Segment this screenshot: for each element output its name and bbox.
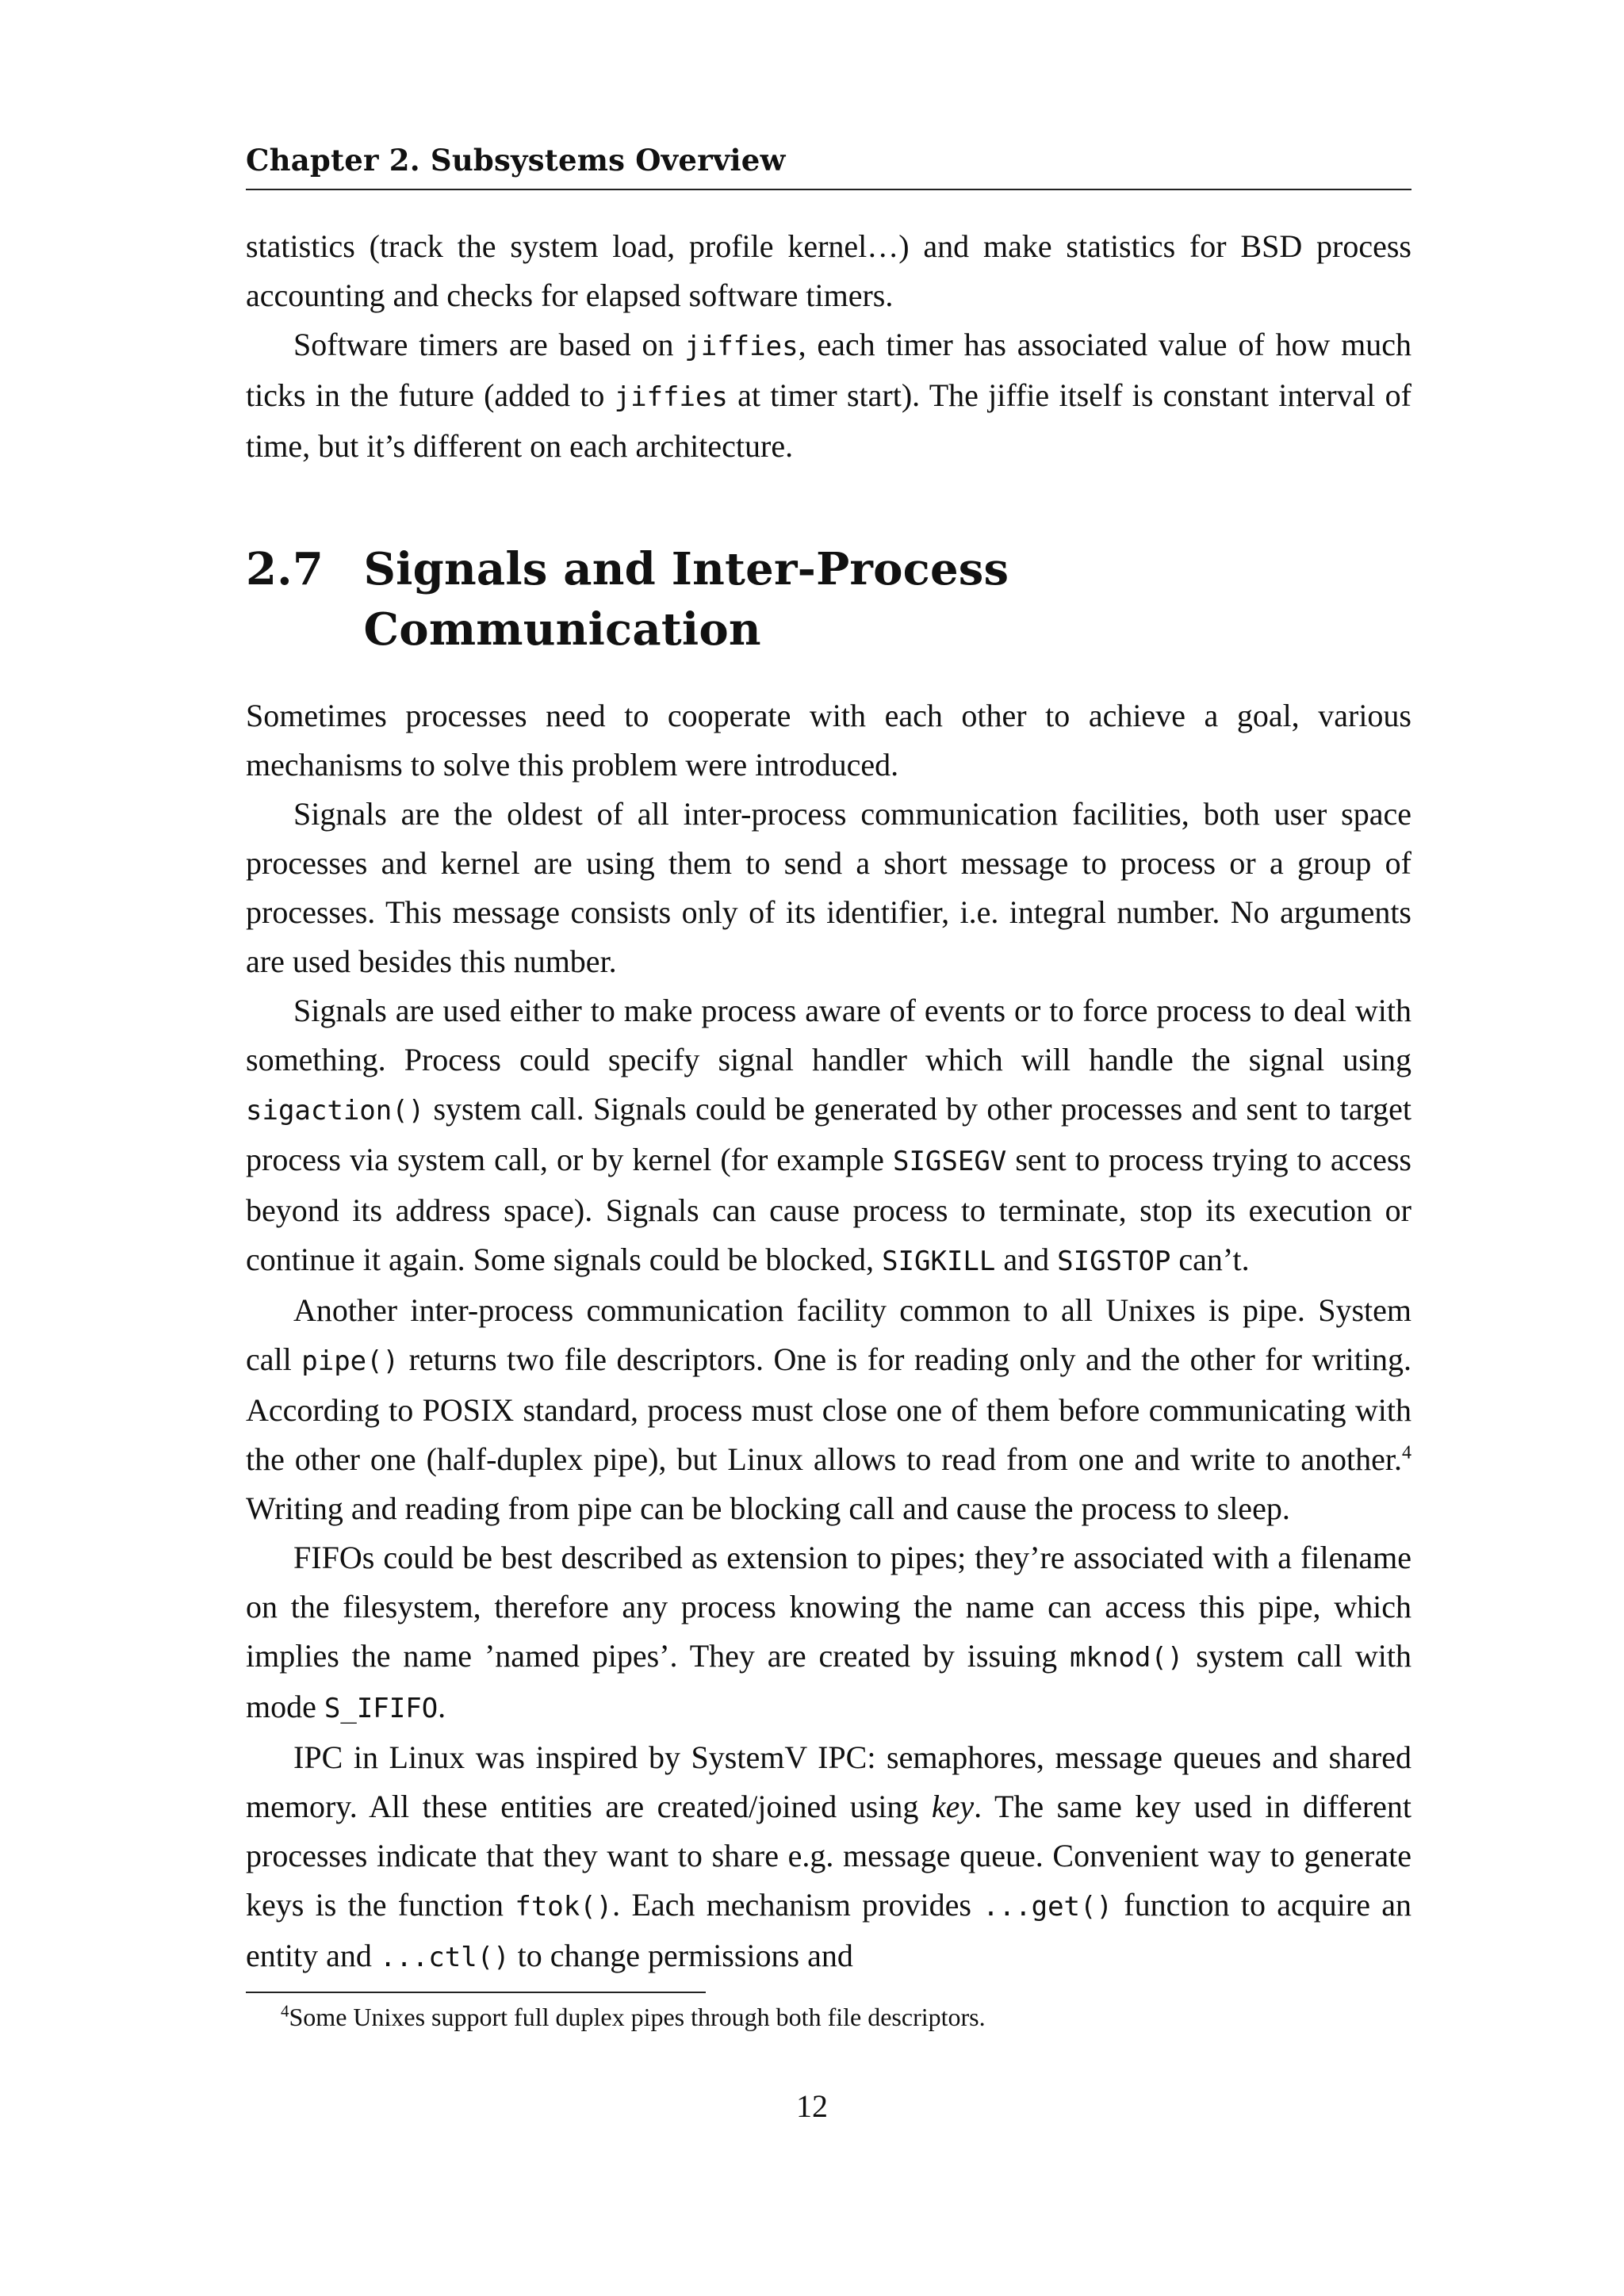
code-pipe: pipe() — [301, 1345, 400, 1377]
code-sigkill: SIGKILL — [882, 1246, 996, 1277]
section-title: Signals and Inter-Process Communication — [363, 543, 1009, 656]
paragraph-2: Signals are the oldest of all inter-process communication facilities, both user space processes and kernel are using them to send a short message to process or a group of processes. This message consists only of its identifier, i.e. integral number. No arguments are used besides this number. — [246, 796, 1411, 979]
code-sigstop: SIGSTOP — [1057, 1246, 1171, 1277]
footnote-rule — [246, 1992, 706, 1993]
paragraph-1: Sometimes processes need to cooperate with each other to achieve a goal, various mechanisms to solve this problem were introduced. — [246, 698, 1411, 783]
intro-paragraph-1: statistics (track the system load, profile kernel…) and make statistics for BSD process accounting and checks for elapsed software timers. — [246, 228, 1411, 313]
paragraph-4: Another inter-process communication facility common to all Unixes is pipe. System call pipe() returns two file descriptors. One is for reading only and the other for writing. According to POSIX standard, process must close one of them before communicating with the other one (half-duplex pipe), but Linux allows to read from one and write to another.$^4$ Writing and reading from pipe can be blocking call and cause the process to sleep. — [246, 1292, 1412, 1526]
code-mknod: mknod() — [1070, 1642, 1184, 1674]
code-s-ififo: S_IFIFO — [324, 1693, 439, 1724]
page-number: 12 — [796, 2088, 828, 2124]
paragraph-3: Signals are used either to make process aware of events or to force process to deal with something. Process could specify signal handler which will handle the signal using sigaction() system call. Signals could be generated by other processes and sent to target process via system call, or by kernel (for example SIGSEGV sent to process trying to access beyond its address space). Signals can cause process to terminate, stop its execution or continue it again. Some signals could be blocked, SIGKILL and SIGSTOP can’t. — [246, 993, 1411, 1277]
footnote-text: Some Unixes support full duplex pipes through both file descriptors. — [289, 2003, 986, 2031]
page-content — [246, 140, 1411, 2034]
footnote — [246, 1999, 1411, 2034]
intro-paragraph-2: Software timers are based on jiffies, each timer has associated value of how much ticks in the future (added to jiffies at timer start). The jiffie itself is constant interval of time, but it’s different on each architecture. — [246, 327, 1411, 464]
footnote-reference[interactable]: 4 — [1402, 1442, 1411, 1464]
running-head: Chapter 2. Subsystems Overview — [246, 140, 1411, 190]
paragraph-5: FIFOs could be best described as extension to pipes; they’re associated with a filename on the filesystem, therefore any process knowing the name can access this pipe, which implies the name ’named pipes’. They are created by issuing mknod() system call with mode S_IFIFO. — [246, 1540, 1411, 1724]
code-jiffies-2: jiffies — [614, 381, 728, 413]
code-sigsegv: SIGSEGV — [892, 1146, 1007, 1177]
code-ftok: ftok() — [515, 1891, 613, 1923]
code-get: ...get() — [982, 1891, 1113, 1923]
code-sigaction: sigaction() — [246, 1095, 425, 1127]
code-ctl: ...ctl() — [379, 1942, 510, 1973]
section-body — [246, 691, 1411, 1982]
section-heading — [246, 539, 1411, 660]
paragraph-6: IPC in Linux was inspired by SystemV IPC: semaphores, message queues and shared memory. All these entities are created/joined using key. The same key used in different processes indicate that they want to share e.g. message queue. Convenient way to generate keys is the function ftok(). Each mechanism provides ...get() function to acquire an entity and ...ctl() to change permissions and — [246, 1739, 1412, 1973]
section-number: 2.7 — [246, 543, 324, 595]
emphasis-key: key — [931, 1789, 975, 1824]
footnote-mark: 4 — [281, 2001, 289, 2021]
code-jiffies: jiffies — [684, 331, 799, 362]
intro-text — [246, 222, 1411, 471]
